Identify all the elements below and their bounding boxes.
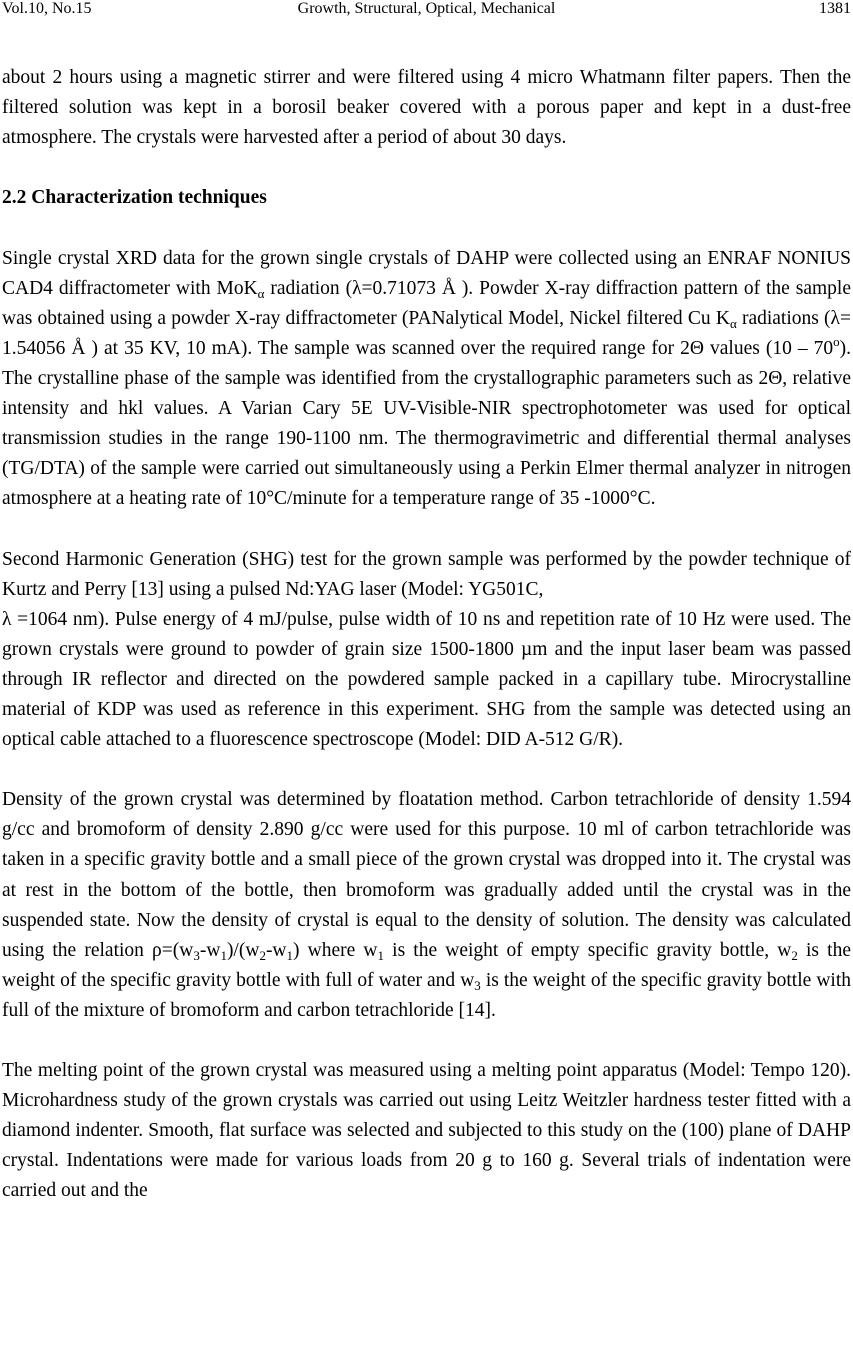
- paragraph-crystal-growth: about 2 hours using a magnetic stirrer and were filtered using 4 micro Whatmann filter papers. Then the filtered solution was kept in a borosil beaker covered with a porous paper and kept in a dust-free atmosphere. The crystals were harvested after a period of about 30 days.: [2, 67, 851, 149]
- paragraph-density: Density of the grown crystal was determined by floatation method. Carbon tetrachloride of density 1.594 g/cc and bromoform of density 2.890 g/cc were used for this purpose. 10 ml of carbon tetrachloride was taken in a specific gravity bottle and a small piece of the grown crystal was dropped into it. The crystal was at rest in the bottom of the bottle, then bromoform was gradually added until the crystal was in the suspended state. Now the density of crystal is equal to the density of solution. The density was calculated using the relation $\rho=(w_3-w_1)/(w_2-w_1)$ where $w_1$ is the weight of empty specific gravity bottle, $w_2$ is the weight of the specific gravity bottle with full of water and $w_3$ is the weight of the specific gravity bottle with full of the mixture of bromoform and carbon tetrachloride [14].: [2, 789, 851, 1021]
- running-header: [2, 0, 851, 22]
- header-page-number: 1381: [819, 0, 851, 17]
- body-text: [2, 63, 851, 1207]
- paragraph-xrd-techniques: Single crystal XRD data for the grown single crystals of DAHP were collected using an ENRAF NONIUS CAD4 diffractometer with MoK$_\alpha$ radiation (λ=0.71073 Å ). Powder X-ray diffraction pattern of the sample was obtained using a powder X-ray diffractometer (PANalytical Model, Nickel filtered Cu $K_\alpha$ radiations (λ= 1.54056 Å ) at 35 KV, 10 mA). The sample was scanned over the required range for 2Θ values (10 – 70$^o$). The crystalline phase of the sample was identified from the crystallographic parameters such as 2Θ, relative intensity and hkl values. A Varian Cary 5E UV-Visible-NIR spectrophotometer was used for optical transmission studies in the range 190-1100 nm. The thermogravimetric and differential thermal analyses (TG/DTA) of the sample were carried out simultaneously using a Perkin Elmer thermal analyzer in nitrogen atmosphere at a heating rate of 10°C/minute for a temperature range of 35 -1000°C.: [2, 247, 851, 510]
- paragraph-shg-test: Second Harmonic Generation (SHG) test for the grown sample was performed by the powder technique of Kurtz and Perry [13] using a pulsed Nd:YAG laser (Model: YG501C, λ =1064 nm). Pulse energy of 4 mJ/pulse, pulse width of 10 ns and repetition rate of 10 Hz were used. The grown crystals were ground to powder of grain size 1500-1800 µm and the input laser beam was passed through IR reflector and directed on the powdered sample packed in a capillary tube. Mirocrystalline material of KDP was used as reference in this experiment. SHG from the sample was detected using an optical cable attached to a fluorescence spectroscope (Model: DID A-512 G/R).: [2, 548, 851, 751]
- paragraph-melting-microhardness: The melting point of the grown crystal was measured using a melting point apparatus (Model: Tempo 120). Microhardness study of the grown crystals was carried out using Leitz Weitzler hardness tester fitted with a diamond indenter. Smooth, flat surface was selected and subjected to this study on the (100) plane of DAHP crystal. Indentations were made for various loads from 20 g to 160 g. Several trials of indentation were carried out and the: [2, 1060, 851, 1202]
- header-volume: Vol.10, No.15: [2, 0, 92, 17]
- header-title: Growth, Structural, Optical, Mechanical: [297, 0, 556, 17]
- section-heading: 2.2 Characterization techniques: [2, 187, 267, 209]
